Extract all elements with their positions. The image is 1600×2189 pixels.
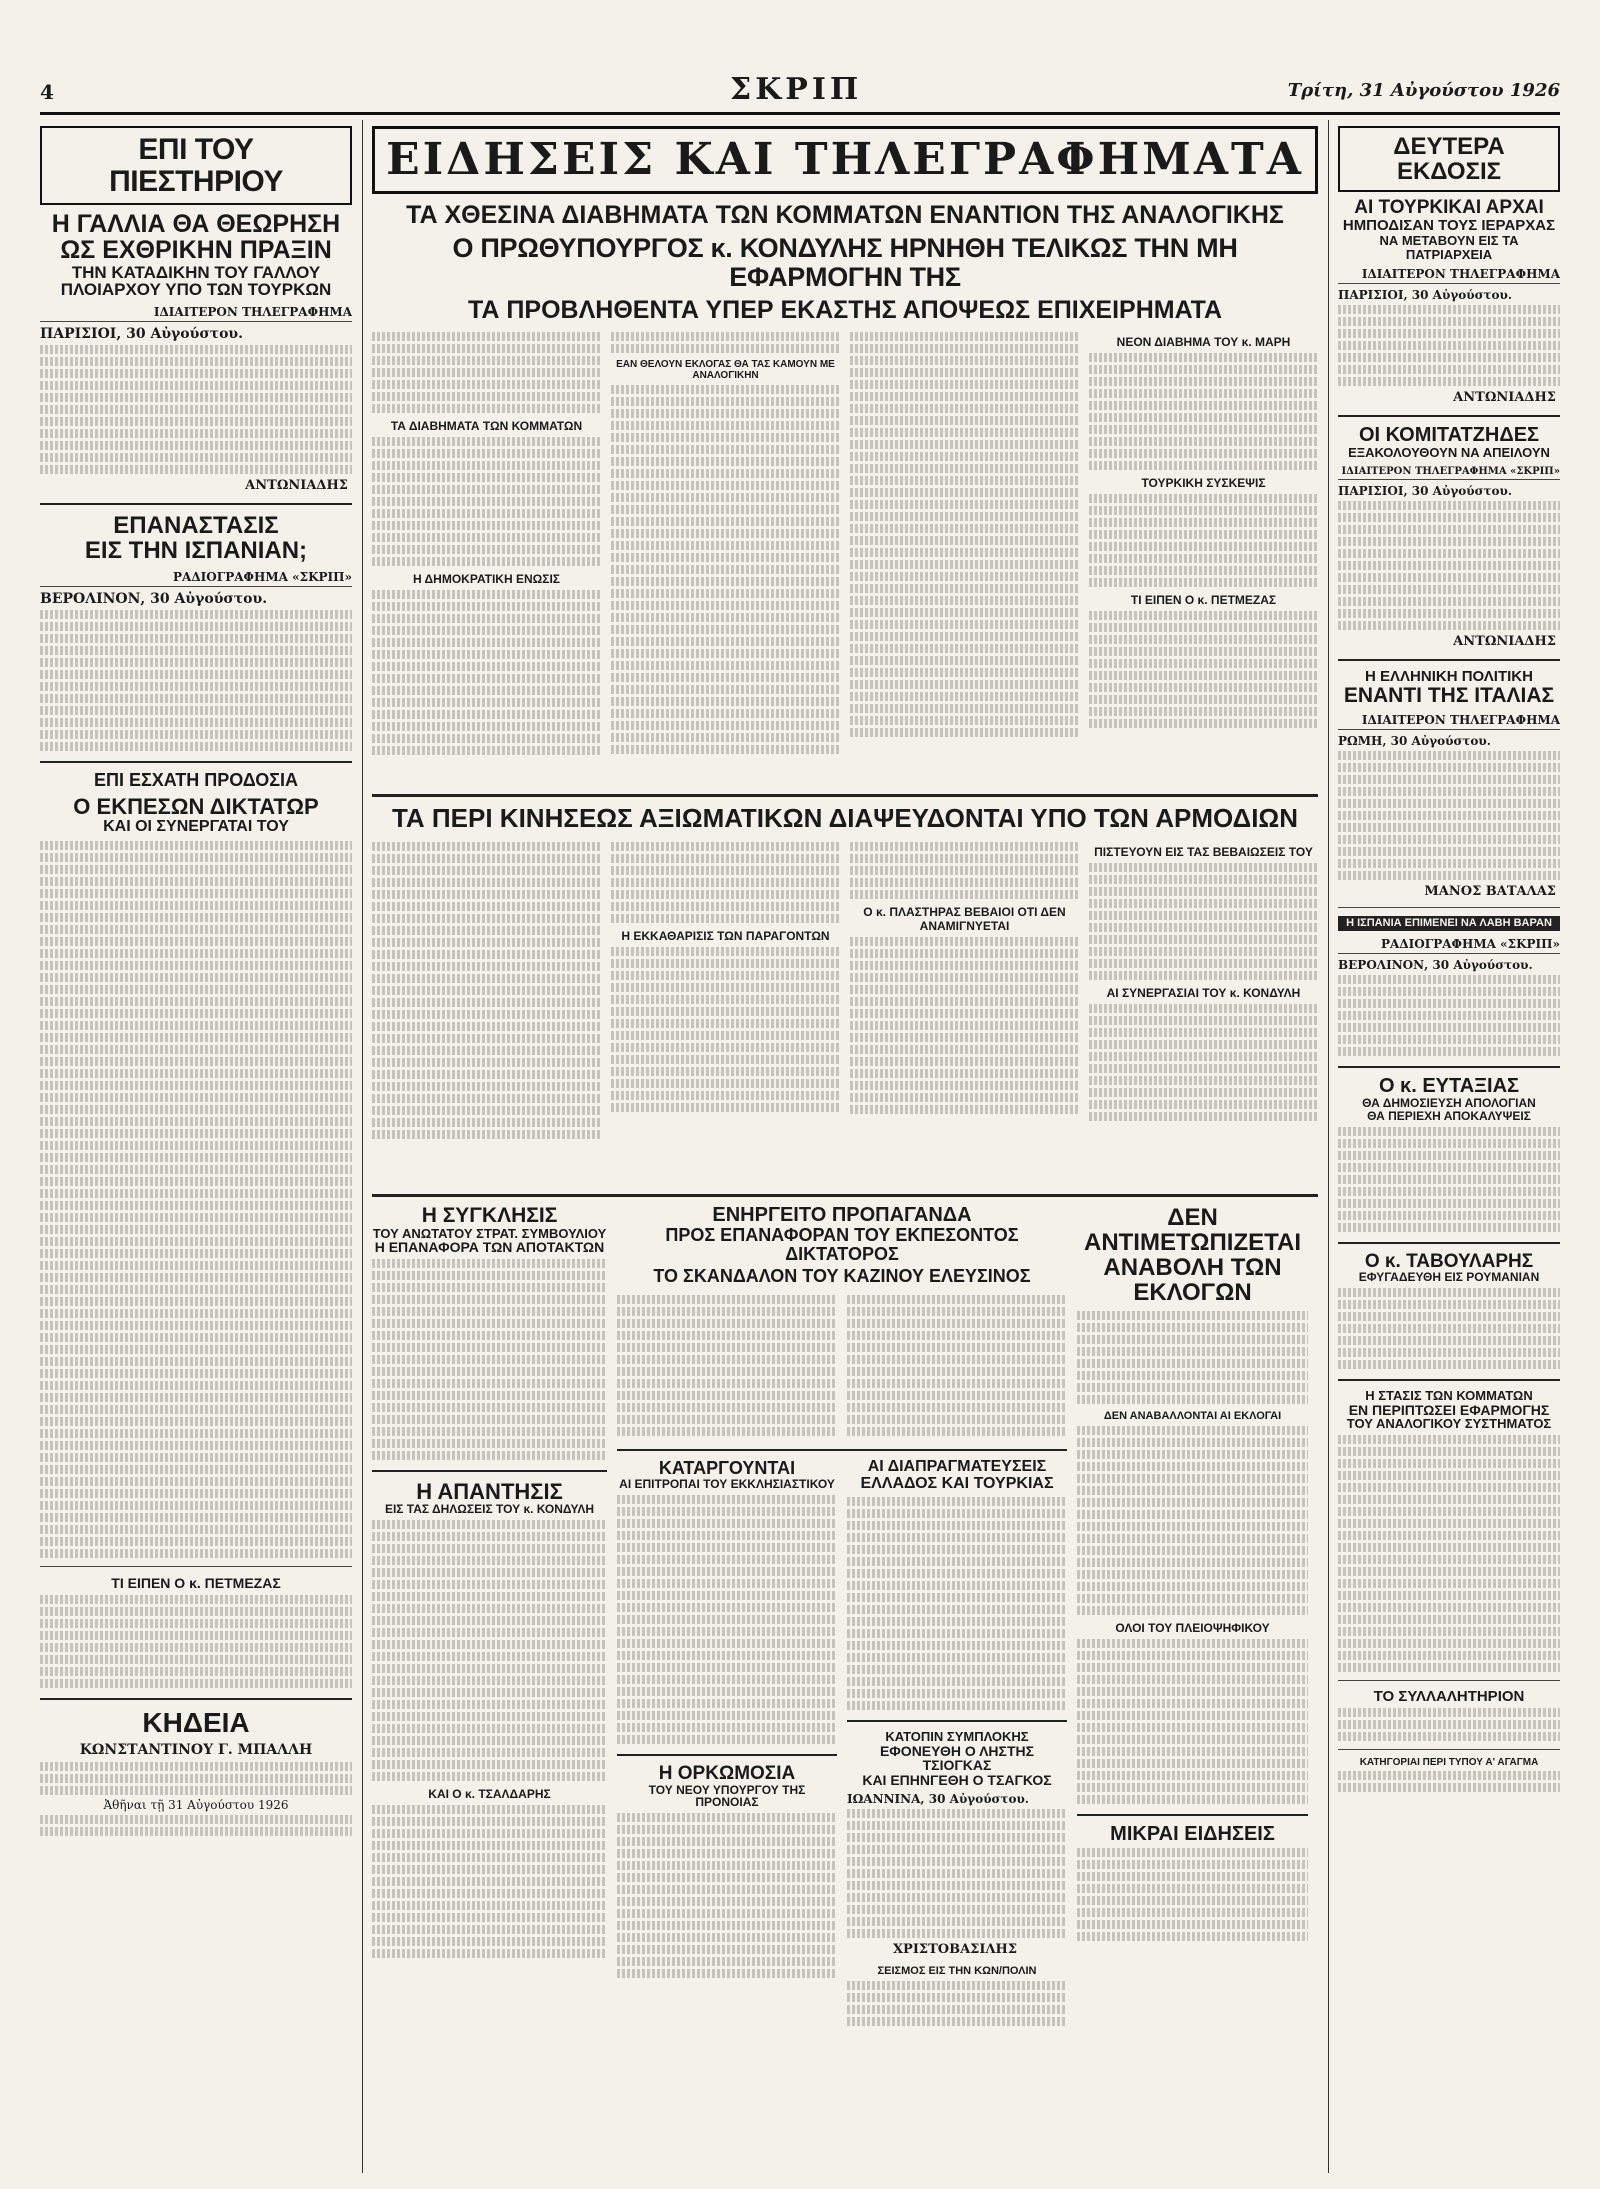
- headline: ΩΣ ΕΧΘΡΙΚΗΝ ΠΡΑΞΙΝ: [60, 236, 332, 265]
- headline: ΕΝ ΠΕΡΙΠΤΩΣΕΙ ΕΦΑΡΜΟΓΗΣ: [1348, 1401, 1550, 1418]
- subheading: Η ΔΗΜΟΚΡΑΤΙΚΗ ΕΝΩΣΙΣ: [413, 572, 560, 587]
- article-body: [40, 1595, 352, 1688]
- subheading: ΕΑΝ ΘΕΛΟΥΝ ΕΚΛΟΓΑΣ ΘΑ ΤΑΣ ΚΑΜΟΥΝ ΜΕ ΑΝΑΛΟΓΙΚΗΝ: [616, 359, 835, 382]
- dateline: ΒΕΡΟΛΙΝΟΝ, 30 Αὐγούστου.: [1338, 958, 1533, 973]
- section-title: ΔΕΥΤΕΡΑ ΕΚΔΟΣΙΣ: [1338, 126, 1560, 192]
- byline: ΙΔΙΑΙΤΕΡΟΝ ΤΗΛΕΓΡΑΦΗΜΑ: [40, 305, 352, 322]
- lead-story-columns: [372, 329, 1318, 784]
- headline: Η ΙΣΠΑΝΙΑ ΕΠΙΜΕΝΕΙ ΝΑ ΛΑΒΗ ΒΑΡΑΝ: [1338, 916, 1560, 932]
- headline: ΕΙΣ ΤΑΣ ΔΗΛΩΣΕΙΣ ΤΟΥ κ. ΚΟΝΔΥΛΗ: [384, 1502, 595, 1517]
- headline: ΤΟΥ ΑΝΑΛΟΓΙΚΟΥ ΣΥΣΤΗΜΑΤΟΣ: [1346, 1416, 1552, 1432]
- byline: ΙΔΙΑΙΤΕΡΟΝ ΤΗΛΕΓΡΑΦΗΜΑ «ΣΚΡΙΠ»: [1338, 466, 1560, 480]
- masthead: [40, 72, 1560, 115]
- section-title: ΕΠΙ ΤΟΥ ΠΙΕΣΤΗΡΙΟΥ: [40, 126, 352, 205]
- issue-date: Τρίτη, 31 Αὐγούστου 1926: [1287, 80, 1560, 101]
- dateline: ΠΑΡΙΣΙΟΙ, 30 Αὐγούστου.: [40, 326, 243, 343]
- obituary: [40, 1708, 352, 1835]
- story-italy: [1338, 669, 1560, 899]
- place-date: Ἀθῆναι τῇ 31 Αὐγούστου 1926: [103, 1797, 289, 1812]
- headline: ΠΡΟΣ ΕΠΑΝΑΦΟΡΑΝ ΤΟΥ ΕΚΠΕΣΟΝΤΟΣ ΔΙΚΤΑΤΟΡΟΣ: [665, 1224, 1019, 1264]
- headline: ΝΑ ΜΕΤΑΒΟΥΝ ΕΙΣ ΤΑ ΠΑΤΡΙΑΡΧΕΙΑ: [1379, 233, 1519, 262]
- headline: ΤΗΝ ΚΑΤΑΔΙΚΗΝ ΤΟΥ ΓΑΛΛΟΥ: [71, 262, 321, 282]
- headline: ΕΙΣ ΤΗΝ ΙΣΠΑΝΙΑΝ;: [84, 537, 308, 565]
- story-eutaxias: [1338, 1076, 1560, 1231]
- headline: ΗΜΠΟΔΙΣΑΝ ΤΟΥΣ ΙΕΡΑΡΧΑΣ: [1342, 217, 1556, 235]
- section-title: ΕΙΔΗΣΕΙΣ ΚΑΙ ΤΗΛΕΓΡΑΦΗΜΑΤΑ: [372, 126, 1318, 194]
- headline: ΕΦΥΓΑΔΕΥΘΗ ΕΙΣ ΡΟΥΜΑΝΙΑΝ: [1358, 1270, 1540, 1285]
- main-headline: Ο ΠΡΩΘΥΠΟΥΡΓΟΣ κ. ΚΟΝΔΥΛΗΣ ΗΡΝΗΘΗ ΤΕΛΙΚΩΣ ΤΗΝ ΜΗ ΕΦΑΡΜΟΓΗΝ ΤΗΣ: [452, 233, 1238, 292]
- story-parties: [1338, 1389, 1560, 1672]
- headline: ΑΙ ΕΠΙΤΡΟΠΑΙ ΤΟΥ ΕΚΚΛΗΣΙΑΣΤΙΚΟΥ: [619, 1477, 835, 1492]
- headline: ΕΞΑΚΟΛΟΥΘΟΥΝ ΝΑ ΑΠΕΙΛΟΥΝ: [1348, 445, 1550, 461]
- story-spain-varan: [1338, 916, 1560, 1057]
- headline: ΘΑ ΔΗΜΟΣΙΕΥΣΗ ΑΠΟΛΟΓΙΑΝ: [1362, 1096, 1536, 1111]
- subheading: ΔΕΝ ΑΝΑΒΑΛΛΟΝΤΑΙ ΑΙ ΕΚΛΟΓΑΙ: [1103, 1410, 1282, 1423]
- story-spain: [40, 513, 352, 750]
- byline: ΡΑΔΙΟΓΡΑΦΗΜΑ «ΣΚΡΙΠ»: [1338, 937, 1560, 954]
- officers-headline: ΤΑ ΠΕΡΙ ΚΙΝΗΣΕΩΣ ΑΞΙΩΜΑΤΙΚΩΝ ΔΙΑΨΕΥΔΟΝΤΑΙ ΥΠΟ ΤΩΝ ΑΡΜΟΔΙΩΝ: [391, 803, 1299, 834]
- headline: ΟΙ ΚΟΜΙΤΑΤΖΗΔΕΣ: [1358, 424, 1540, 447]
- article-body: [40, 841, 352, 1558]
- story-tavoularis: [1338, 1252, 1560, 1370]
- dateline: ΡΩΜΗ, 30 Αὐγούστου.: [1338, 733, 1491, 748]
- signature: ΑΝΤΩΝΙΑΔΗΣ: [245, 478, 348, 494]
- headline: ΘΑ ΠΕΡΙΕΧΗ ΑΠΟΚΑΛΥΨΕΙΣ: [1367, 1108, 1531, 1123]
- page-number: 4: [40, 80, 54, 104]
- main-headline: ΤΑ ΠΡΟΒΛΗΘΕΝΤΑ ΥΠΕΡ ΕΚΑΣΤΗΣ ΑΠΟΨΕΩΣ ΕΠΙΧΕΙΡΗΜΑΤΑ: [467, 296, 1223, 325]
- signature: ΧΡΙΣΤΟΒΑΣΙΛΗΣ: [892, 1941, 1018, 1957]
- headline: ΤΟΥ ΝΕΟΥ ΥΠΟΥΡΓΟΥ ΤΗΣ ΠΡΟΝΟΙΑΣ: [648, 1782, 806, 1810]
- headline: Η ΕΛΛΗΝΙΚΗ ΠΟΛΙΤΙΚΗ: [1365, 667, 1533, 685]
- headline: ΚΑΙ ΟΙ ΣΥΝΕΡΓΑΤΑΙ ΤΟΥ: [103, 817, 289, 835]
- subheading: ΑΙ ΣΥΝΕΡΓΑΣΙΑΙ ΤΟΥ κ. ΚΟΝΔΥΛΗ: [1106, 985, 1301, 1000]
- byline: ΡΑΔΙΟΓΡΑΦΗΜΑ «ΣΚΡΙΠ»: [40, 570, 352, 587]
- headline: Η ΣΥΓΚΛΗΣΙΣ: [421, 1204, 558, 1227]
- subheading: ΚΑΙ Ο κ. ΤΣΑΛΔΑΡΗΣ: [428, 1786, 551, 1801]
- article-body: [40, 1815, 352, 1836]
- headline: ΕΠΑΝΑΣΤΑΣΙΣ: [113, 512, 279, 540]
- story-comitadjis: [1338, 425, 1560, 649]
- signature: ΑΝΤΩΝΙΑΔΗΣ: [1453, 633, 1556, 649]
- story-patriarchate: [1338, 198, 1560, 405]
- headline: ΕΛΛΑΔΟΣ ΚΑΙ ΤΟΥΡΚΙΑΣ: [860, 1475, 1054, 1493]
- subheading: ΤΑ ΔΙΑΒΗΜΑΤΑ ΤΩΝ ΚΟΜΜΑΤΩΝ: [390, 419, 583, 434]
- subheading: ΟΛΟΙ ΤΟΥ ΠΛΕΙΟΨΗΦΙΚΟΥ: [1115, 1621, 1270, 1636]
- subheading: ΤΙ ΕΙΠΕΝ Ο κ. ΠΕΤΜΕΖΑΣ: [111, 1575, 281, 1592]
- byline: ΙΔΙΑΙΤΕΡΟΝ ΤΗΛΕΓΡΑΦΗΜΑ: [1338, 713, 1560, 730]
- headline: ΚΑΤΟΠΙΝ ΣΥΜΠΛΟΚΗΣ: [885, 1728, 1029, 1744]
- subheading: ΤΟΥΡΚΙΚΗ ΣΥΣΚΕΨΙΣ: [1141, 476, 1266, 491]
- deceased-name: ΚΩΝΣΤΑΝΤΙΝΟΥ Γ. ΜΠΑΛΛΗ: [79, 1741, 313, 1758]
- headline: Η ΕΠΑΝΑΦΟΡΑ ΤΩΝ ΑΠΟΤΑΚΤΩΝ: [374, 1239, 605, 1256]
- headline: ΜΙΚΡΑΙ ΕΙΔΗΣΕΙΣ: [1110, 1823, 1275, 1846]
- text-column: [1089, 329, 1318, 784]
- headline: ΚΑΤΗΓΟΡΙΑΙ ΠΕΡΙ ΤΥΠΟΥ Α' ΑΓΑΓΜΑ: [1359, 1756, 1539, 1768]
- article-body: [40, 345, 352, 474]
- byline: ΙΔΙΑΙΤΕΡΟΝ ΤΗΛΕΓΡΑΦΗΜΑ: [1338, 267, 1560, 284]
- left-column: [40, 120, 352, 2173]
- column-rule: [362, 120, 363, 2173]
- headline: ΕΝΗΡΓΕΙΤΟ ΠΡΟΠΑΓΑΝΔΑ: [712, 1204, 972, 1226]
- headline: Η ΟΡΚΩΜΟΣΙΑ: [658, 1762, 796, 1784]
- subheading: Ο κ. ΠΛΑΣΤΗΡΑΣ ΒΕΒΑΙΟΙ ΟΤΙ ΔΕΝ ΑΝΑΜΙΓΝΥΕΤΑΙ: [863, 904, 1066, 933]
- subheading: ΣΕΙΣΜΟΣ ΕΙΣ ΤΗΝ ΚΩΝ/ΠΟΛΙΝ: [877, 1964, 1037, 1977]
- headline: ΑΙ ΔΙΑΠΡΑΓΜΑΤΕΥΣΕΙΣ: [867, 1458, 1047, 1476]
- headline: ΑΙ ΤΟΥΡΚΙΚΑΙ ΑΡΧΑΙ: [1354, 197, 1544, 219]
- elections-column: [1077, 1205, 1308, 2029]
- subheading: ΝΕΟΝ ΔΙΑΒΗΜΑ ΤΟΥ κ. ΜΑΡΗ: [1116, 335, 1291, 350]
- officers-story-columns: [372, 839, 1318, 1184]
- dateline: ΒΕΡΟΛΙΝΟΝ, 30 Αὐγούστου.: [40, 590, 268, 607]
- subheading: ΠΙΣΤΕΥΟΥΝ ΕΙΣ ΤΑΣ ΒΕΒΑΙΩΣΕΙΣ ΤΟΥ: [1094, 844, 1313, 859]
- headline: ΤΟΥ ΑΝΩΤΑΤΟΥ ΣΤΡΑΤ. ΣΥΜΒΟΥΛΙΟΥ: [372, 1225, 607, 1241]
- dateline: ΠΑΡΙΣΙΟΙ, 30 Αὐγούστου.: [1338, 288, 1512, 303]
- signature: ΑΝΤΩΝΙΑΔΗΣ: [1453, 390, 1556, 406]
- headline: ΚΗΔΕΙΑ: [142, 1707, 250, 1739]
- headline: ΕΝΑΝΤΙ ΤΗΣ ΙΤΑΛΙΑΣ: [1343, 683, 1555, 707]
- lower-section: [372, 1205, 1318, 2029]
- paper-name: ΣΚΡΙΠ: [730, 72, 863, 107]
- headline: ΠΛΟΙΑΡΧΟΥ ΥΠΟ ΤΩΝ ΤΟΥΡΚΩΝ: [60, 280, 332, 300]
- headline: Ο ΕΚΠΕΣΩΝ ΔΙΚΤΑΤΩΡ: [73, 794, 319, 820]
- signature: ΜΑΝΟΣ ΒΑΤΑΛΑΣ: [1424, 883, 1556, 899]
- center-column: [372, 120, 1318, 2173]
- headline: ΤΟ ΣΥΛΛΑΛΗΤΗΡΙΟΝ: [1373, 1688, 1525, 1706]
- headline: Η ΑΠΑΝΤΗΣΙΣ: [416, 1479, 563, 1505]
- propaganda-block: [617, 1205, 1067, 2029]
- headline: ΑΝΑΒΟΛΗ ΤΩΝ ΕΚΛΟΓΩΝ: [1103, 1254, 1282, 1307]
- council-column: [372, 1205, 607, 2029]
- article-body: [40, 610, 352, 751]
- headline: Ο κ. ΤΑΒΟΥΛΑΡΗΣ: [1364, 1250, 1534, 1272]
- subheading: ΤΙ ΕΙΠΕΝ Ο κ. ΠΕΤΜΕΖΑΣ: [1130, 593, 1277, 608]
- main-headline: ΤΑ ΧΘΕΣΙΝΑ ΔΙΑΒΗΜΑΤΑ ΤΩΝ ΚΟΜΜΑΤΩΝ ΕΝΑΝΤΙΟΝ ΤΗΣ ΑΝΑΛΟΓΙΚΗΣ: [406, 201, 1284, 230]
- column-rule: [1328, 120, 1329, 2173]
- headline: ΕΦΟΝΕΥΘΗ Ο ΛΗΣΤΗΣ ΤΣΙΟΓΚΑΣ: [879, 1742, 1035, 1774]
- dateline: ΠΑΡΙΣΙΟΙ, 30 Αὐγούστου.: [1338, 483, 1512, 498]
- dateline: ΙΩΑΝΝΙΝΑ, 30 Αὐγούστου.: [847, 1791, 1029, 1806]
- headline: Η ΓΑΛΛΙΑ ΘΑ ΘΕΩΡΗΣΗ: [51, 210, 341, 238]
- headline: Η ΣΤΑΣΙΣ ΤΩΝ ΚΟΜΜΑΤΩΝ: [1365, 1388, 1533, 1404]
- right-column: [1338, 120, 1560, 2173]
- subheading: Η ΕΚΚΑΘΑΡΙΣΙΣ ΤΩΝ ΠΑΡΑΓΟΝΤΩΝ: [621, 928, 830, 943]
- headline: Ο κ. ΕΥΤΑΞΙΑΣ: [1378, 1075, 1520, 1098]
- headline: ΔΕΝ ΑΝΤΙΜΕΤΩΠΙΖΕΤΑΙ: [1083, 1204, 1301, 1256]
- text-column: [611, 329, 840, 784]
- text-column: [850, 329, 1079, 784]
- headline: ΚΑΙ ΕΠΗΝΓΕΘΗ Ο ΤΣΑΓΚΟΣ: [862, 1771, 1052, 1788]
- text-column: [372, 329, 601, 784]
- story-dictator: [40, 771, 352, 1559]
- article-body: [40, 1762, 352, 1795]
- headline: ΚΑΤΑΡΓΟΥΝΤΑΙ: [658, 1458, 796, 1479]
- kicker: ΕΠΙ ΕΣΧΑΤΗ ΠΡΟΔΟΣΙΑ: [93, 769, 299, 790]
- story-france: [40, 211, 352, 493]
- headline: ΤΟ ΣΚΑΝΔΑΛΟΝ ΤΟΥ ΚΑΖΙΝΟΥ ΕΛΕΥΣΙΝΟΣ: [653, 1266, 1031, 1287]
